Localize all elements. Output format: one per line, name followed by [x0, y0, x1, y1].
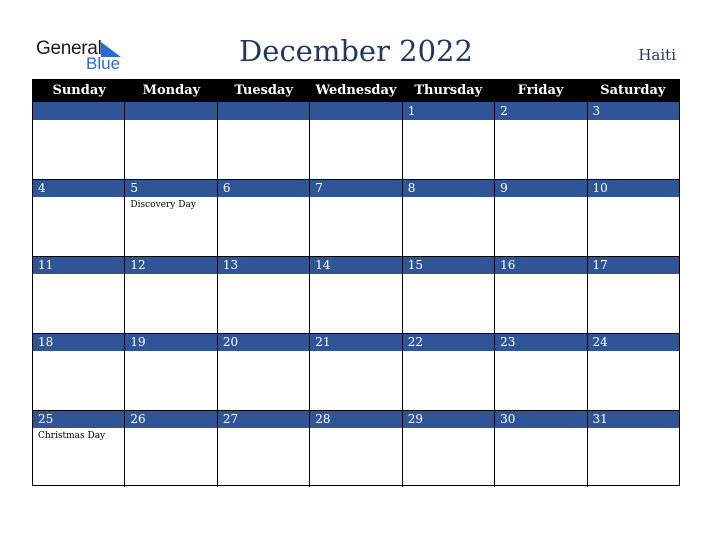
day-number: 30	[500, 412, 516, 426]
day-number: 20	[222, 335, 239, 349]
day-number-band	[218, 179, 309, 197]
day-number: 8	[407, 181, 416, 195]
day-cell[interactable]	[309, 102, 401, 179]
day-cell[interactable]	[217, 333, 309, 410]
calendar-grid	[32, 79, 680, 486]
day-number: 17	[592, 258, 608, 272]
day-number: 15	[407, 258, 423, 272]
week-divider	[33, 179, 679, 180]
day-cell[interactable]	[309, 333, 401, 410]
weekday-header: Saturday	[600, 83, 666, 98]
day-number: 14	[315, 258, 331, 272]
day-number: 26	[130, 412, 146, 426]
day-cell[interactable]	[587, 256, 679, 333]
day-cell[interactable]	[217, 410, 309, 487]
logo-general-text: General	[36, 38, 102, 59]
weekday-header: Wednesday	[315, 83, 397, 98]
day-cell[interactable]	[402, 102, 494, 179]
day-number: 1	[407, 104, 416, 118]
day-number: 29	[407, 412, 423, 426]
day-number: 2	[500, 104, 508, 118]
day-number: 21	[315, 335, 331, 349]
day-number: 28	[315, 412, 331, 426]
day-number: 22	[407, 335, 423, 349]
weekday-header: Thursday	[414, 83, 483, 98]
day-cell[interactable]	[587, 179, 679, 256]
day-number: 25	[38, 412, 54, 426]
day-number: 31	[592, 412, 608, 426]
day-cell[interactable]	[217, 102, 309, 179]
day-number: 23	[500, 335, 516, 349]
day-number: 10	[592, 181, 608, 195]
day-number: 9	[500, 181, 508, 195]
day-number: 27	[222, 412, 239, 426]
day-cell[interactable]	[494, 333, 586, 410]
weekday-header: Tuesday	[234, 83, 293, 98]
week-row	[33, 179, 679, 256]
day-number-band	[310, 102, 401, 120]
day-number: 19	[130, 335, 146, 349]
day-cell[interactable]	[124, 256, 216, 333]
day-cell[interactable]	[33, 102, 124, 179]
day-number: 7	[315, 181, 323, 195]
day-cell[interactable]	[309, 410, 401, 487]
day-cell[interactable]	[494, 102, 586, 179]
day-cell[interactable]	[402, 410, 494, 487]
day-number-band	[403, 179, 494, 197]
day-cell[interactable]	[33, 410, 124, 487]
week-row	[33, 410, 679, 487]
day-cell[interactable]	[33, 333, 124, 410]
weekday-header: Friday	[517, 83, 564, 98]
week-divider	[33, 410, 679, 411]
day-cell[interactable]	[217, 256, 309, 333]
week-divider	[33, 256, 679, 257]
day-cell[interactable]	[402, 333, 494, 410]
day-number: 11	[38, 258, 54, 272]
day-number-band	[125, 179, 216, 197]
day-number: 6	[222, 181, 231, 195]
day-cell[interactable]	[217, 179, 309, 256]
day-cell[interactable]	[33, 179, 124, 256]
day-number-band	[588, 102, 679, 120]
weekday-header: Sunday	[52, 83, 106, 98]
day-number-band	[33, 179, 124, 197]
day-number-band	[403, 102, 494, 120]
day-cell[interactable]	[587, 333, 679, 410]
day-number: 13	[222, 258, 239, 272]
day-cell[interactable]	[309, 179, 401, 256]
page-title: December 2022	[239, 34, 473, 68]
day-number: 4	[38, 181, 46, 195]
week-row	[33, 256, 679, 333]
day-cell[interactable]	[309, 256, 401, 333]
day-number: 24	[592, 335, 608, 349]
day-number-band	[310, 179, 401, 197]
day-number-band	[495, 179, 586, 197]
day-cell[interactable]	[124, 179, 216, 256]
day-number: 12	[130, 258, 146, 272]
holiday-label: Discovery Day	[130, 200, 196, 210]
day-cell[interactable]	[402, 256, 494, 333]
day-cell[interactable]	[494, 410, 586, 487]
week-row	[33, 102, 679, 179]
weekday-header: Monday	[142, 83, 201, 98]
logo-blue-text: Blue	[86, 54, 121, 73]
day-cell[interactable]	[494, 256, 586, 333]
day-cell[interactable]	[402, 179, 494, 256]
day-number-band	[218, 102, 309, 120]
weekday-header-row	[33, 80, 679, 102]
day-number: 18	[38, 335, 54, 349]
day-cell[interactable]	[587, 102, 679, 179]
day-number-band	[125, 102, 216, 120]
week-row	[33, 333, 679, 410]
day-number-band	[495, 102, 586, 120]
day-cell[interactable]	[494, 179, 586, 256]
day-number: 5	[130, 181, 139, 195]
day-cell[interactable]	[124, 102, 216, 179]
country-label: Haiti	[638, 46, 676, 64]
day-cell[interactable]	[124, 333, 216, 410]
week-divider	[33, 333, 679, 334]
day-number: 3	[592, 104, 601, 118]
holiday-label: Christmas Day	[38, 431, 106, 441]
day-number: 16	[500, 258, 516, 272]
day-cell[interactable]	[124, 410, 216, 487]
day-number-band	[33, 102, 124, 120]
day-cell[interactable]	[587, 410, 679, 487]
day-cell[interactable]	[33, 256, 124, 333]
